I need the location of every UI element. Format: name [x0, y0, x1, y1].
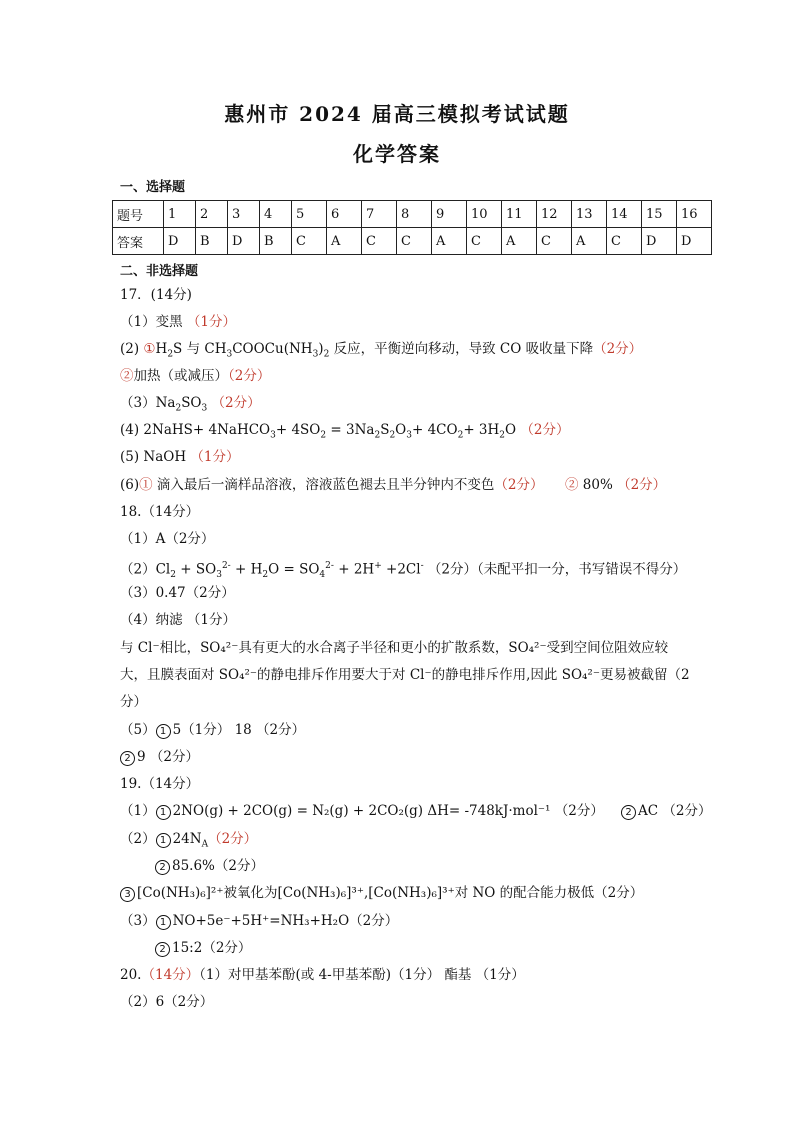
table-cell: C: [537, 228, 572, 255]
q19-heading: 19.（14分）: [120, 776, 200, 792]
table-cell: A: [502, 228, 537, 255]
table-header-cell: 答案: [113, 228, 164, 255]
table-cell: 7: [362, 201, 397, 228]
table-cell: C: [607, 228, 642, 255]
q17-part1: （1）变黑 （1分）: [120, 314, 236, 330]
table-cell: 11: [502, 201, 537, 228]
q18-heading: 18.（14分）: [120, 504, 200, 520]
q17-part2b: ②加热（或减压）（2分）: [120, 368, 271, 384]
table-cell: C: [292, 228, 327, 255]
table-cell: 4: [260, 201, 292, 228]
q18-explanation-line2: 大，且膜表面对 SO₄²⁻的静电排斥作用要大于对 Cl⁻的静电排斥作用,因此 SO₄²⁻更易被截留（2: [120, 667, 690, 683]
q17-part3: $(3)Na_2SO_3$ （2分）: [120, 395, 261, 414]
table-cell: 12: [537, 201, 572, 228]
table-cell: 15: [642, 201, 677, 228]
table-cell: D: [677, 228, 712, 255]
q18-part3: （3）0.47（2分）: [120, 585, 235, 601]
q19-part3b: 2 15:2（2分）: [155, 938, 251, 958]
q18-part5: （5） 1 5（1分） 18 （2分）: [120, 722, 306, 738]
section-nonchoice-heading: 二、非选择题: [120, 264, 199, 279]
table-cell: 2: [196, 201, 228, 228]
q19-part3: （3） 1 NO+5e⁻+5H⁺=NH₃+H₂O（2分）: [120, 913, 399, 929]
table-cell: A: [572, 228, 607, 255]
q17-heading: 17．(14分): [120, 287, 192, 303]
table-cell: D: [642, 228, 677, 255]
table-cell: C: [362, 228, 397, 255]
answer-table: [112, 200, 712, 255]
q19-part2: （2） 1 $24N_A(2$分）: [120, 831, 258, 850]
q18-part5b: 2 9 （2分）: [120, 747, 199, 767]
table-cell: C: [397, 228, 432, 255]
q18-explanation-line1: 与 Cl⁻相比，SO₄²⁻具有更大的水合离子半径和更小的扩散系数，SO₄²⁻受到空间位阻效应较: [120, 640, 669, 656]
q20-heading: 20.（14分）（1）对甲基苯酚(或 4-甲基苯酚)（1分） 酯基 （1分）: [120, 967, 525, 983]
table-cell: B: [260, 228, 292, 255]
table-cell: 6: [327, 201, 362, 228]
table-cell: 10: [467, 201, 502, 228]
q17-part6: (6)① 滴入最后一滴样品溶液，溶液蓝色褪去且半分钟内不变色（2分） ② 80% （2分）: [120, 477, 667, 493]
q18-part4: （4）纳滤 （1分）: [120, 612, 236, 628]
page-subtitle: 化学答案: [353, 142, 441, 166]
table-row: [113, 228, 712, 255]
q18-part2: $(2)Cl_2 + SO_3^{2-} + H_2O = SO_4^{2-} + 2H^+ +2Cl^-$ （2分）（未配平扣一分，书写错误不得分）: [120, 561, 687, 581]
q19-part1: （1） 1 2NO(g) + 2CO(g) = N₂(g) + 2CO₂(g) ΔH= -748kJ·mol⁻¹ （2分） 2 AC （2分）: [120, 803, 712, 819]
table-cell: A: [327, 228, 362, 255]
q19-part2c: 3 [Co(NH₃)₆]²⁺被氧化为[Co(NH₃)₆]³⁺,[Co(NH₃)₆]³⁺对 NO 的配合能力极低（2分）: [120, 883, 643, 903]
table-cell: 16: [677, 201, 712, 228]
table-cell: B: [196, 228, 228, 255]
q20-part2: （2）6（2分）: [120, 994, 214, 1010]
table-cell: 14: [607, 201, 642, 228]
table-cell: A: [432, 228, 467, 255]
table-cell: D: [164, 228, 196, 255]
q17-part2: (2) $①H_2S$ 与 $CH_3COOCu(NH_3)_2$ 反应，平衡逆向移动，导致 CO 吸收量下降（2分）: [120, 341, 643, 360]
table-cell: 3: [228, 201, 260, 228]
table-cell: C: [467, 228, 502, 255]
q17-part4: (4) 2NaHS+ 4NaHCO$_3$+ $4SO_2 = 3Na_2S_2O_3+ 4CO_2+ 3H_2O$ （2分）: [120, 422, 570, 441]
table-cell: 1: [164, 201, 196, 228]
table-cell: 13: [572, 201, 607, 228]
table-cell: D: [228, 228, 260, 255]
section-choice-heading: 一、选择题: [120, 180, 186, 195]
table-header-cell: 题号: [113, 201, 164, 228]
table-cell: 5: [292, 201, 327, 228]
q17-part5: (5) NaOH （1分）: [120, 449, 240, 465]
q18-explanation-line3: 分）: [120, 694, 147, 710]
q18-part1: （1）A（2分）: [120, 531, 215, 547]
table-cell: 9: [432, 201, 467, 228]
q19-part2b: 2 85.6%（2分）: [155, 856, 264, 876]
page-title: 惠州市 2024 届高三模拟考试试题: [224, 102, 570, 126]
table-row: [113, 201, 712, 228]
table-cell: 8: [397, 201, 432, 228]
